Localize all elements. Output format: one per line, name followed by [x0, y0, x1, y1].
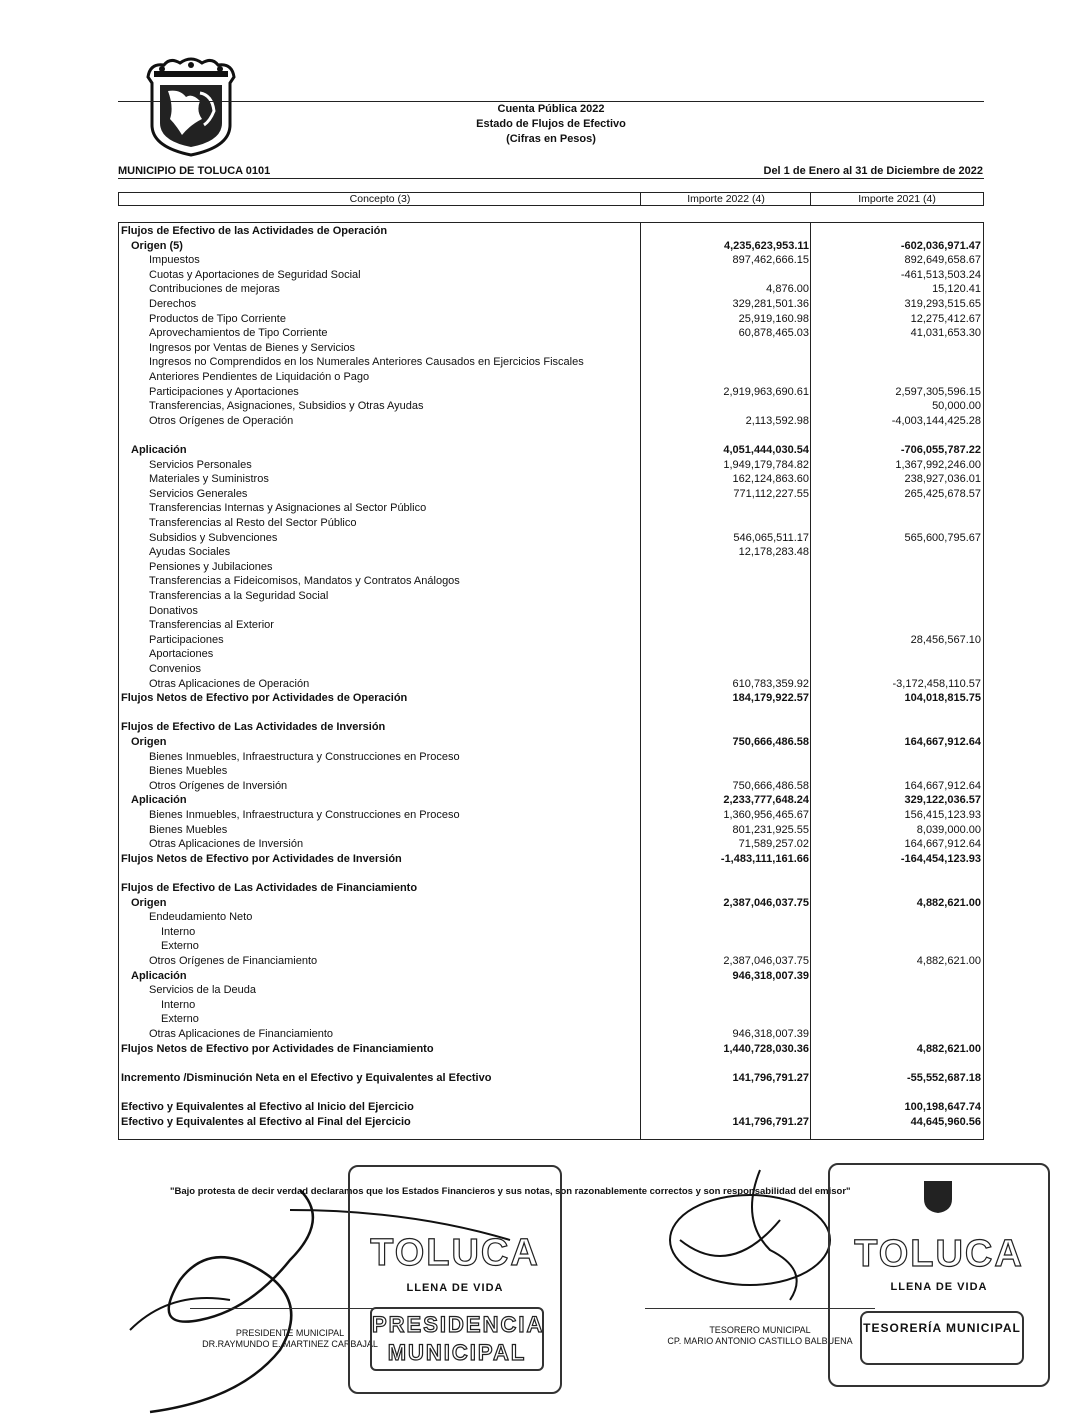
table-row — [119, 896, 985, 911]
row-label: Donativos — [149, 604, 198, 617]
row-value-2021: 4,882,621.00 — [916, 955, 981, 967]
row-label: Servicios Personales — [149, 458, 252, 471]
row-label: Origen (5) — [131, 239, 183, 252]
row-value-2022: 162,124,863.60 — [732, 473, 809, 486]
row-label: Interno — [161, 998, 196, 1011]
table-row — [119, 823, 985, 838]
table-row — [119, 370, 985, 385]
row-value-2022: 771,112,227.55 — [733, 487, 809, 500]
row-value-2021: 4,882,621.00 — [916, 896, 981, 909]
table-row — [119, 545, 985, 560]
table-row — [119, 954, 985, 969]
row-label: Flujos de Efectivo de las Actividades de Operación — [121, 225, 388, 237]
row-value-2021: 28,456,567.10 — [910, 633, 981, 646]
row-label: Pensiones y Jubilaciones — [149, 560, 273, 573]
row-value-2022: 141,796,791.27 — [732, 1071, 809, 1084]
row-label: Transferencias a Fideicomisos, Mandatos y Contratos Análogos — [149, 575, 460, 588]
treasurer-name: CP. MARIO ANTONIO CASTILLO BALBUENA — [667, 1336, 853, 1346]
row-label: Aprovechamientos de Tipo Corriente — [149, 327, 328, 340]
row-label: Interno — [161, 925, 196, 938]
row-value-2022: 897,462,666.15 — [732, 254, 809, 267]
row-value-2021: -4,003,144,425.28 — [891, 414, 981, 427]
stamp-dept-box — [860, 1311, 1024, 1365]
table-row — [119, 618, 985, 633]
table-row-spacer — [119, 866, 985, 881]
table-row — [119, 735, 985, 750]
row-label: Cuotas y Aportaciones de Seguridad Social — [149, 268, 361, 281]
row-label: Ayudas Sociales — [149, 546, 231, 559]
row-value-2022: 141,796,791.27 — [732, 1115, 809, 1128]
row-value-2021: 164,667,912.64 — [904, 779, 981, 792]
table-row — [119, 341, 985, 356]
row-value-2022: 2,387,046,037.75 — [723, 955, 809, 967]
stamp-dept: PRESIDENCIA MUNICIPAL — [372, 1312, 545, 1365]
row-label: Ingresos no Comprendidos en los Numerales Anteriores Causados en Ejercicios Fiscales — [149, 356, 584, 369]
row-value-2021: 44,645,960.56 — [910, 1115, 981, 1128]
row-value-2022: 750,666,486.58 — [732, 736, 809, 748]
row-value-2022: 329,281,501.36 — [732, 298, 809, 310]
table-row — [119, 268, 985, 283]
table-row — [119, 662, 985, 677]
stamp-dept: TESORERÍA MUNICIPAL — [863, 1321, 1021, 1335]
table-row-spacer — [119, 706, 985, 721]
row-label: Flujos de Efectivo de Las Actividades de Financiamiento — [121, 882, 418, 894]
row-value-2022: 4,235,623,953.11 — [723, 239, 809, 252]
table-row — [119, 1027, 985, 1042]
row-label: Otras Aplicaciones de Operación — [149, 677, 310, 690]
president-name: DR.RAYMUNDO E. MARTINEZ CARBAJAL — [202, 1339, 378, 1349]
table-row — [119, 560, 985, 575]
row-value-2021: -602,036,971.47 — [900, 239, 981, 252]
row-label: Flujos Netos de Efectivo por Actividades de Financiamiento — [121, 1042, 434, 1055]
row-value-2021: 12,275,412.67 — [910, 312, 981, 325]
stamp-tagline: LLENA DE VIDA — [406, 1282, 504, 1294]
stamp-crest-icon — [920, 1175, 956, 1215]
municipality-label: MUNICIPIO DE TOLUCA 0101 — [118, 165, 271, 177]
report-title: Estado de Flujos de Efectivo — [476, 118, 626, 130]
table-row — [119, 779, 985, 794]
row-label: Externo — [161, 940, 199, 953]
row-label: Participaciones y Aportaciones — [149, 385, 299, 398]
table-row — [119, 531, 985, 546]
row-value-2022: 2,387,046,037.75 — [723, 896, 809, 909]
row-label: Otras Aplicaciones de Inversión — [149, 838, 304, 851]
table-row — [119, 808, 985, 823]
row-label: Impuestos — [149, 254, 200, 267]
row-value-2022: 946,318,007.39 — [732, 969, 809, 982]
table-row — [119, 852, 985, 867]
treasurer-title: TESORERO MUNICIPAL — [709, 1325, 811, 1335]
table-row-spacer — [119, 1056, 985, 1071]
table-row — [119, 677, 985, 692]
row-value-2021: 2,597,305,596.15 — [895, 385, 981, 398]
row-label: Derechos — [149, 298, 197, 310]
table-row — [119, 458, 985, 473]
row-label: Otras Aplicaciones de Financiamiento — [149, 1028, 334, 1040]
table-row — [119, 312, 985, 327]
row-label: Aplicación — [131, 444, 187, 456]
col-divider — [640, 193, 641, 205]
row-label: Bienes Muebles — [149, 765, 228, 778]
row-label: Subsidios y Subvenciones — [149, 531, 278, 544]
row-value-2021: 238,927,036.01 — [904, 473, 981, 486]
row-label: Participaciones — [149, 633, 224, 646]
report-entity: Cuenta Pública 2022 — [497, 103, 605, 115]
table-row — [119, 969, 985, 984]
row-label: Aplicación — [131, 794, 187, 807]
table-row-spacer — [119, 1085, 985, 1100]
row-label: Transferencias, Asignaciones, Subsidios y Otras Ayudas — [149, 400, 424, 413]
col-header-importe-2022: Importe 2022 (4) — [687, 193, 765, 205]
row-label: Aportaciones — [149, 648, 214, 661]
row-value-2021: 565,600,795.67 — [904, 531, 981, 544]
row-label: Externo — [161, 1013, 199, 1026]
table-row-spacer — [119, 428, 985, 443]
row-label: Flujos Netos de Efectivo por Actividades de Inversión — [121, 852, 402, 865]
row-label: Servicios Generales — [149, 487, 248, 500]
report-units: (Cifras en Pesos) — [506, 133, 596, 145]
table-row — [119, 239, 985, 254]
disclaimer-text: "Bajo protesta de decir verdad declaramos que los Estados Financieros y sus notas, son razonablemente correctos y son responsabilidad del emisor" — [170, 1186, 851, 1197]
row-value-2022: 946,318,007.39 — [732, 1028, 809, 1040]
table-row — [119, 399, 985, 414]
table-row — [119, 925, 985, 940]
table-row — [119, 224, 985, 239]
row-value-2021: -3,172,458,110.57 — [892, 677, 981, 690]
table-row — [119, 472, 985, 487]
row-value-2022: 610,783,359.92 — [732, 677, 809, 690]
row-value-2021: 892,649,658.67 — [904, 254, 981, 267]
table-row — [119, 793, 985, 808]
table-row — [119, 282, 985, 297]
row-label: Origen — [131, 896, 167, 909]
table-row — [119, 983, 985, 998]
president-title: PRESIDENTE MUNICIPAL — [235, 1328, 345, 1338]
table-row — [119, 910, 985, 925]
row-label: Anteriores Pendientes de Liquidación o Pago — [149, 371, 370, 383]
table-row — [119, 574, 985, 589]
table-row — [119, 326, 985, 341]
table-row — [119, 1071, 985, 1086]
row-label: Incremento /Disminución Neta en el Efectivo y Equivalentes al Efectivo — [121, 1071, 492, 1084]
row-label: Servicios de la Deuda — [149, 984, 257, 997]
row-value-2022: 25,919,160.98 — [738, 312, 809, 325]
row-value-2021: -706,055,787.22 — [900, 444, 981, 456]
table-row — [119, 297, 985, 312]
row-label: Productos de Tipo Corriente — [149, 312, 286, 325]
table-row — [119, 647, 985, 662]
row-value-2022: 1,360,956,465.67 — [723, 809, 809, 821]
row-label: Endeudamiento Neto — [149, 911, 253, 924]
row-label: Transferencias Internas y Asignaciones al Sector Público — [149, 502, 427, 515]
table-row — [119, 837, 985, 852]
row-value-2022: 4,051,444,030.54 — [723, 444, 809, 456]
row-value-2022: -1,483,111,161.66 — [720, 852, 809, 865]
signature-treasurer-icon — [640, 1160, 840, 1320]
table-row — [119, 589, 985, 604]
row-label: Otros Orígenes de Financiamiento — [149, 955, 318, 967]
row-label: Materiales y Suministros — [149, 473, 269, 486]
header-top-rule — [118, 101, 984, 102]
col-divider — [810, 193, 811, 205]
row-value-2021: 41,031,653.30 — [910, 327, 981, 340]
table-row — [119, 1012, 985, 1027]
row-label: Bienes Inmuebles, Infraestructura y Construcciones en Proceso — [149, 750, 460, 763]
row-value-2021: 8,039,000.00 — [916, 823, 981, 836]
table-row — [119, 881, 985, 896]
row-value-2021: -461,513,503.24 — [900, 268, 981, 281]
table-row — [119, 691, 985, 706]
col-header-importe-2021: Importe 2021 (4) — [858, 193, 936, 205]
row-label: Otros Orígenes de Inversión — [149, 779, 288, 792]
column-header-row — [118, 192, 984, 206]
row-value-2021: 329,122,036.57 — [904, 794, 981, 807]
table-row — [119, 1115, 985, 1130]
row-label: Bienes Muebles — [149, 823, 228, 836]
row-label: Otros Orígenes de Operación — [149, 414, 294, 427]
row-label: Contribuciones de mejoras — [149, 283, 280, 296]
table-row — [119, 443, 985, 458]
row-value-2021: 319,293,515.65 — [904, 298, 981, 310]
cash-flow-table — [118, 222, 984, 1140]
row-value-2022: 12,178,283.48 — [738, 546, 809, 559]
table-row — [119, 501, 985, 516]
row-value-2021: -55,552,687.18 — [906, 1071, 981, 1084]
row-value-2021: 164,667,912.64 — [904, 736, 981, 748]
table-row — [119, 720, 985, 735]
row-value-2022: 801,231,925.55 — [732, 823, 809, 836]
row-label: Efectivo y Equivalentes al Efectivo al Inicio del Ejercicio — [121, 1101, 414, 1113]
row-value-2021: 1,367,992,246.00 — [895, 458, 981, 471]
stamp-tagline: LLENA DE VIDA — [890, 1281, 988, 1293]
table-row — [119, 355, 985, 370]
table-row — [119, 1100, 985, 1115]
official-stamp-presidencia — [348, 1165, 562, 1394]
row-value-2022: 1,440,728,030.36 — [723, 1042, 809, 1055]
table-row — [119, 487, 985, 502]
stamp-title: TOLUCA — [854, 1233, 1024, 1275]
row-value-2022: 1,949,179,784.82 — [723, 458, 809, 471]
row-value-2021: 265,425,678.57 — [904, 487, 981, 500]
table-row — [119, 516, 985, 531]
row-value-2022: 546,065,511.17 — [733, 531, 809, 544]
row-value-2021: 164,667,912.64 — [904, 838, 981, 851]
row-value-2021: 15,120.41 — [932, 283, 981, 296]
table-row — [119, 253, 985, 268]
row-label: Flujos Netos de Efectivo por Actividades de Operación — [121, 692, 408, 705]
row-label: Convenios — [149, 663, 201, 675]
row-label: Transferencias al Resto del Sector Público — [149, 517, 357, 529]
official-stamp-tesoreria — [828, 1163, 1050, 1387]
row-label: Efectivo y Equivalentes al Efectivo al Final del Ejercicio — [121, 1115, 411, 1128]
row-value-2022: 60,878,465.03 — [738, 327, 809, 340]
row-label: Ingresos por Ventas de Bienes y Servicios — [149, 341, 356, 354]
row-label: Origen — [131, 736, 167, 748]
row-value-2022: 71,589,257.02 — [738, 838, 809, 851]
row-label: Flujos de Efectivo de Las Actividades de Inversión — [121, 721, 386, 734]
row-value-2021: 4,882,621.00 — [916, 1042, 981, 1055]
row-value-2021: 100,198,647.74 — [904, 1101, 981, 1113]
stamp-title: TOLUCA — [370, 1232, 540, 1274]
row-label: Transferencias al Exterior — [149, 619, 274, 632]
col-header-concepto: Concepto (3) — [349, 193, 411, 205]
row-label: Bienes Inmuebles, Infraestructura y Construcciones en Proceso — [149, 809, 460, 821]
row-label: Aplicación — [131, 969, 187, 982]
table-row — [119, 998, 985, 1013]
row-value-2021: 156,415,123.93 — [904, 809, 981, 821]
table-row — [119, 750, 985, 765]
row-label: Transferencias a la Seguridad Social — [149, 590, 329, 602]
stamp-dept-box — [370, 1307, 544, 1371]
row-value-2022: 184,179,922.57 — [732, 692, 809, 705]
row-value-2021: 104,018,815.75 — [904, 692, 981, 705]
table-row — [119, 414, 985, 429]
row-value-2022: 2,919,963,690.61 — [723, 385, 809, 398]
row-value-2022: 2,233,777,648.24 — [723, 794, 809, 807]
table-row — [119, 1042, 985, 1057]
header-bottom-rule — [118, 178, 984, 179]
table-row — [119, 385, 985, 400]
table-row — [119, 764, 985, 779]
row-value-2022: 4,876.00 — [766, 283, 809, 296]
report-period: Del 1 de Enero al 31 de Diciembre de 2022 — [763, 165, 983, 177]
row-value-2022: 2,113,592.98 — [745, 414, 809, 427]
table-row — [119, 633, 985, 648]
row-value-2021: 50,000.00 — [932, 400, 981, 413]
table-row — [119, 939, 985, 954]
table-row — [119, 604, 985, 619]
row-value-2022: 750,666,486.58 — [732, 779, 809, 792]
row-value-2021: -164,454,123.93 — [900, 852, 981, 865]
